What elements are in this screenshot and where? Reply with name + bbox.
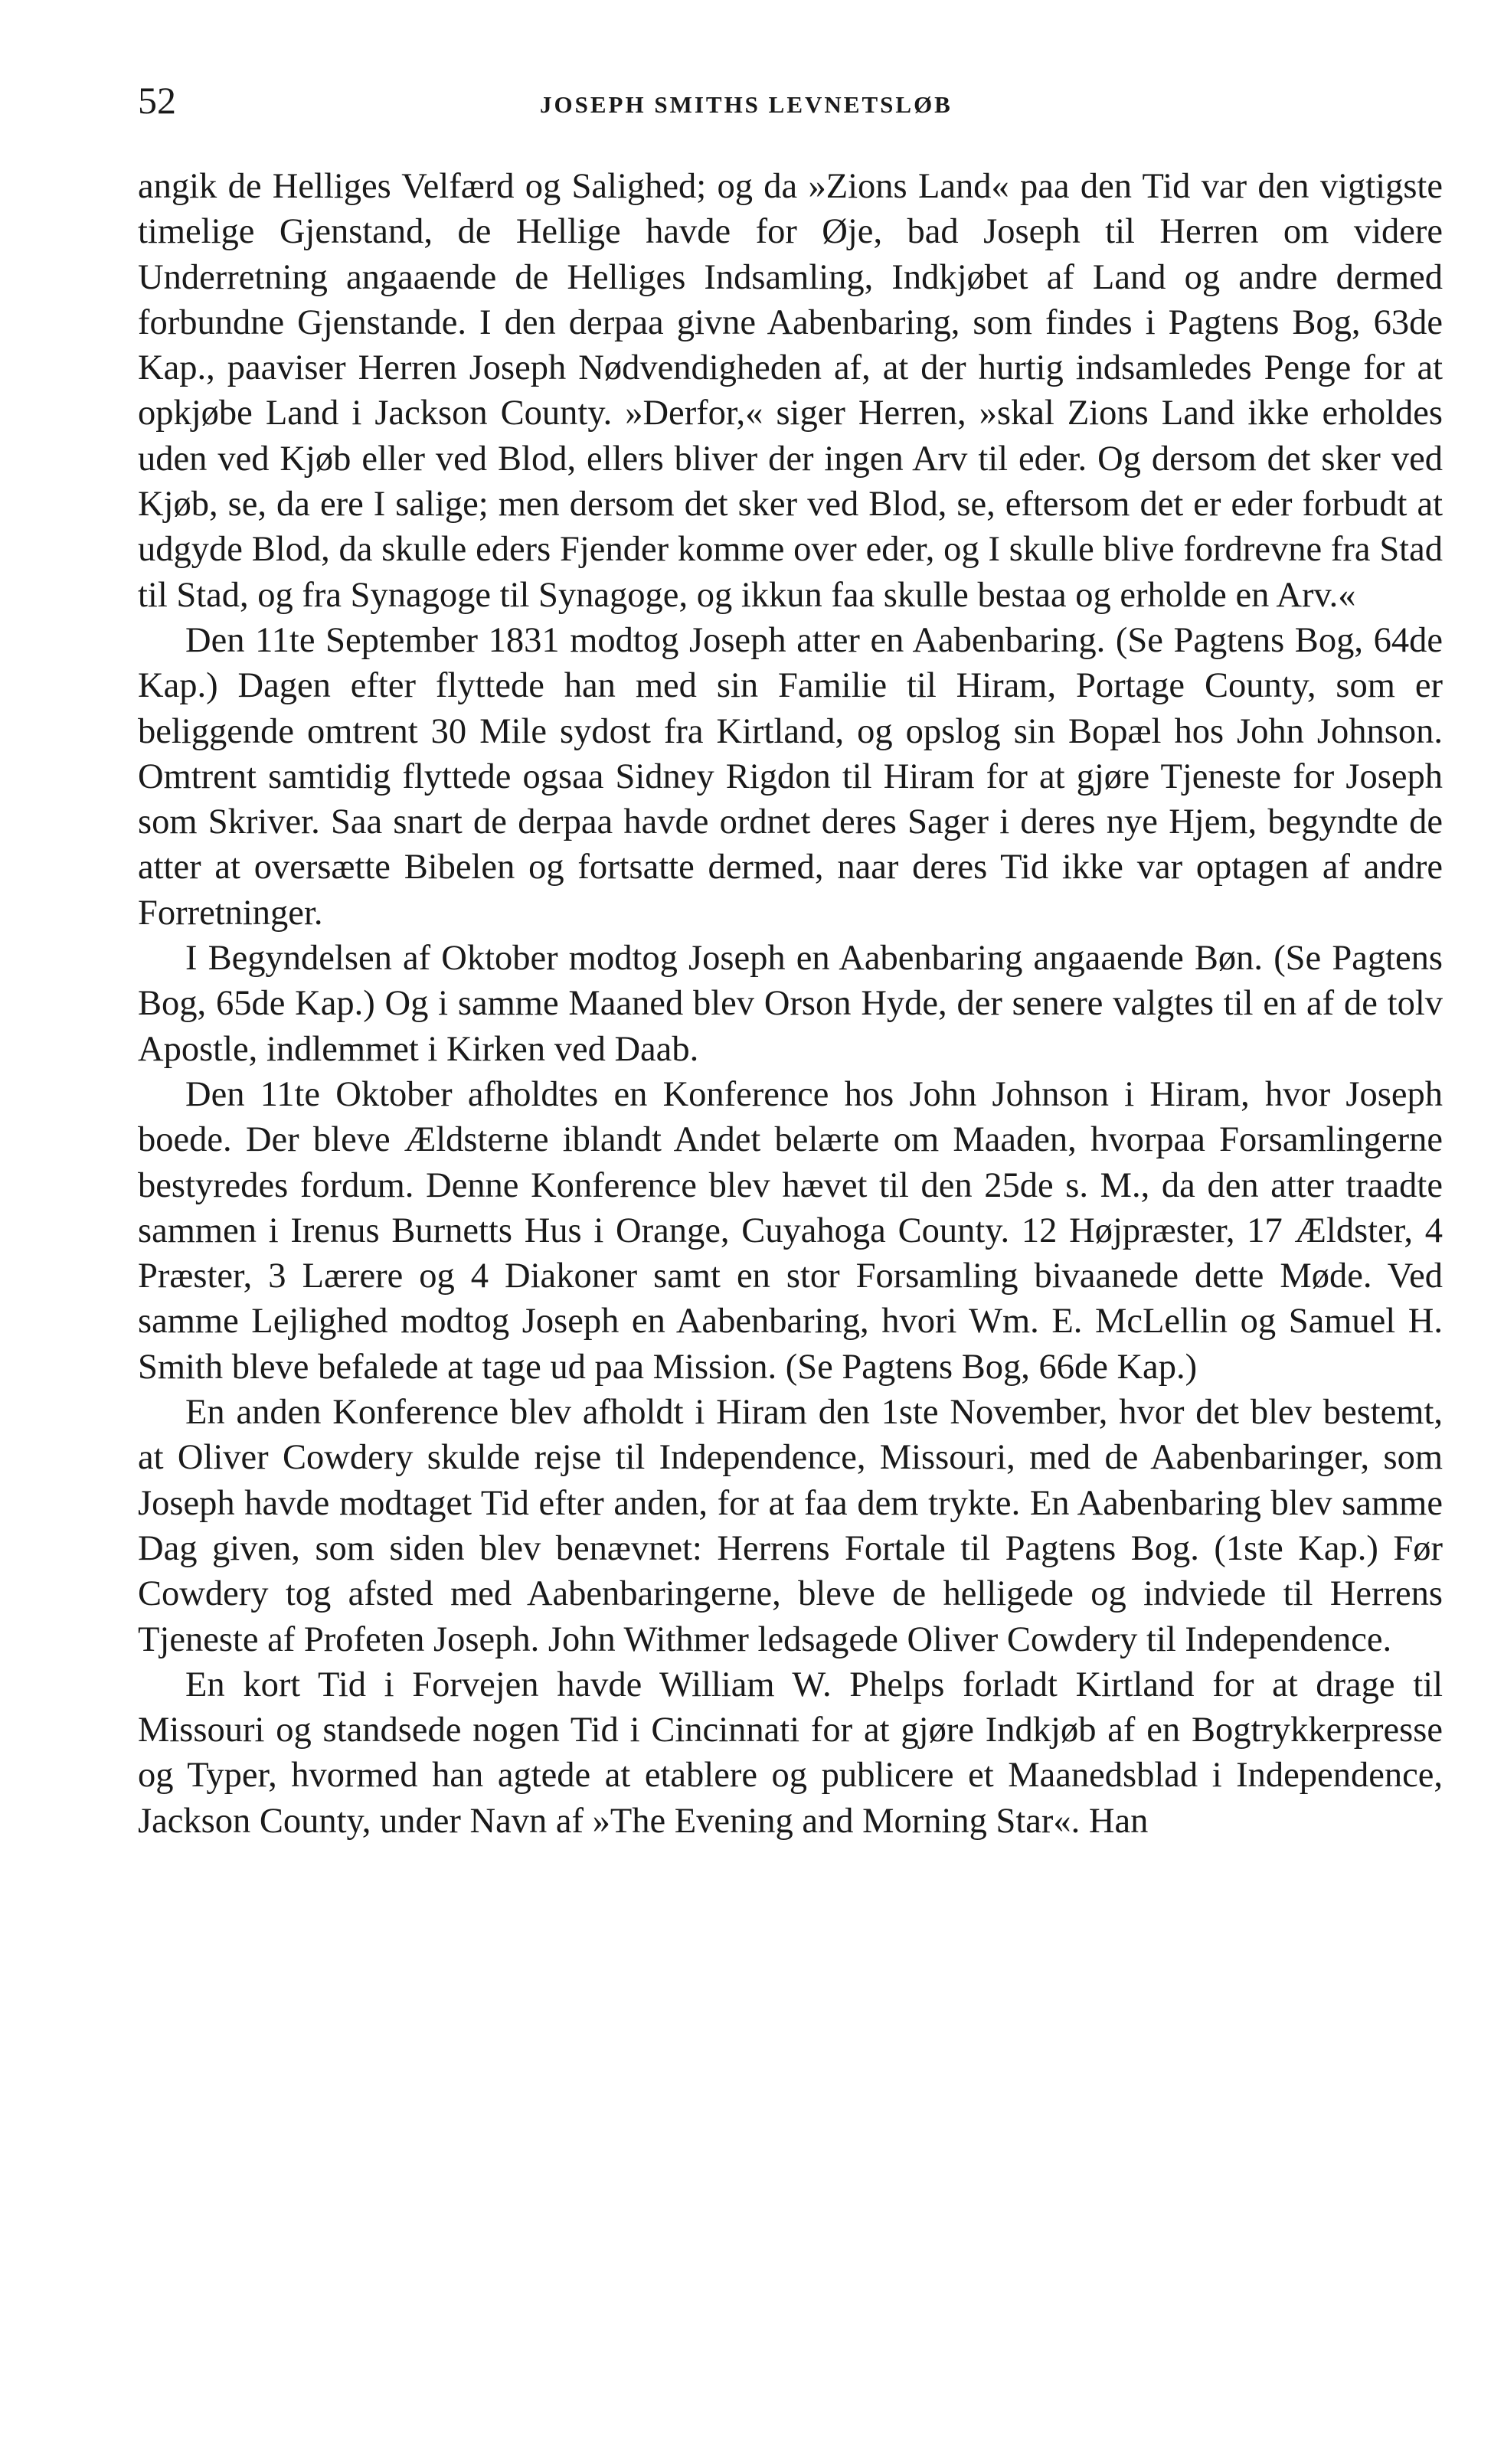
running-title: JOSEPH SMITHS LEVNETSLØB [540, 91, 953, 118]
paragraph: Den 11te Oktober afholdtes en Konference hos John Johnson i Hiram, hvor Joseph boede. Der bleve Ældsterne iblandt Andet belærte om Maaden, hvorpaa Forsamlingerne bestyredes fordum. Denne Konference blev hævet til den 25de s. M., da den atter traadte sammen i Irenus Burnetts Hus i Orange, Cuyahoga County. 12 Højpræster, 17 Ældster, 4 Præster, 3 Lærere og 4 Diakoner samt en stor Forsamling bivaanede dette Møde. Ved samme Lejlighed modtog Joseph en Aabenbaring, hvori Wm. E. McLellin og Samuel H. Smith bleve befalede at tage ud paa Mission. (Se Pagtens Bog, 66de Kap.) [138, 1074, 1443, 1387]
paragraph: Den 11te September 1831 modtog Joseph atter en Aabenbaring. (Se Pagtens Bog, 64de Kap.) Dagen efter flyttede han med sin Familie til Hiram, Portage County, som er beliggende omtrent 30 Mile sydost fra Kirtland, og opslog sin Bopæl hos John Johnson. Omtrent samtidig flyttede ogsaa Sidney Rigdon til Hiram for at gjøre Tjeneste for Joseph som Skriver. Saa snart de derpaa havde ordnet deres Sager i deres nye Hjem, begyndte de atter at oversætte Bibelen og fortsatte dermed, naar deres Tid ikke var optagen af andre Forretninger. [138, 620, 1443, 933]
paragraph-continued: angik de Helliges Velfærd og Salighed; og da »Zions Land« paa den Tid var den vigtigste timelige Gjenstand, de Hellige havde for Øje, bad Joseph til Herren om videre Underretning angaaende de Helliges Indsamling, Indkjøbet af Land og andre dermed forbundne Gjenstande. I den derpaa givne Aabenbaring, som findes i Pagtens Bog, 63de Kap., paaviser Herren Joseph Nødvendigheden af, at der hurtig indsamledes Penge for at opkjøbe Land i Jackson County. »Derfor,« siger Herren, »skal Zions Land ikke erholdes uden ved Kjøb eller ved Blod, ellers bliver der ingen Arv til eder. Og dersom det sker ved Kjøb, se, da ere I salige; men dersom det sker ved Blod, se, eftersom det er eder forbudt at udgyde Blod, da skulle eders Fjender komme over eder, og I skulle blive fordrevne fra Stad til Stad, og fra Synagoge til Synagoge, og ikkun faa skulle bestaa og erholde en Arv.« [138, 167, 1443, 615]
running-head [138, 74, 1447, 127]
body-text [138, 164, 1443, 1844]
paragraph: En anden Konference blev afholdt i Hiram den 1ste November, hvor det blev bestemt, at Oliver Cowdery skulde rejse til Independence, Missouri, med de Aabenbaringer, som Joseph havde modtaget Tid efter anden, for at faa dem trykte. En Aabenbaring blev samme Dag given, som siden blev benævnet: Herrens Fortale til Pagtens Bog. (1ste Kap.) Før Cowdery tog afsted med Aabenbaringerne, bleve de helligede og indviede til Herrens Tjeneste af Profeten Joseph. John Withmer ledsagede Oliver Cowdery til Independence. [138, 1393, 1443, 1659]
paragraph: I Begyndelsen af Oktober modtog Joseph en Aabenbaring angaaende Bøn. (Se Pagtens Bog, 65de Kap.) Og i samme Maaned blev Orson Hyde, der senere valgtes til en af de tolv Apostle, indlemmet i Kirken ved Daab. [138, 939, 1443, 1069]
paragraph: En kort Tid i Forvejen havde William W. Phelps forladt Kirtland for at drage til Missouri og standsede nogen Tid i Cincinnati for at gjøre Indkjøb af en Bogtrykkerpresse og Typer, hvormed han agtede at etablere og publicere et Maanedsblad i Independence, Jackson County, under Navn af »The Evening and Morning Star«. Han [138, 1665, 1443, 1841]
page-number: 52 [138, 79, 176, 122]
